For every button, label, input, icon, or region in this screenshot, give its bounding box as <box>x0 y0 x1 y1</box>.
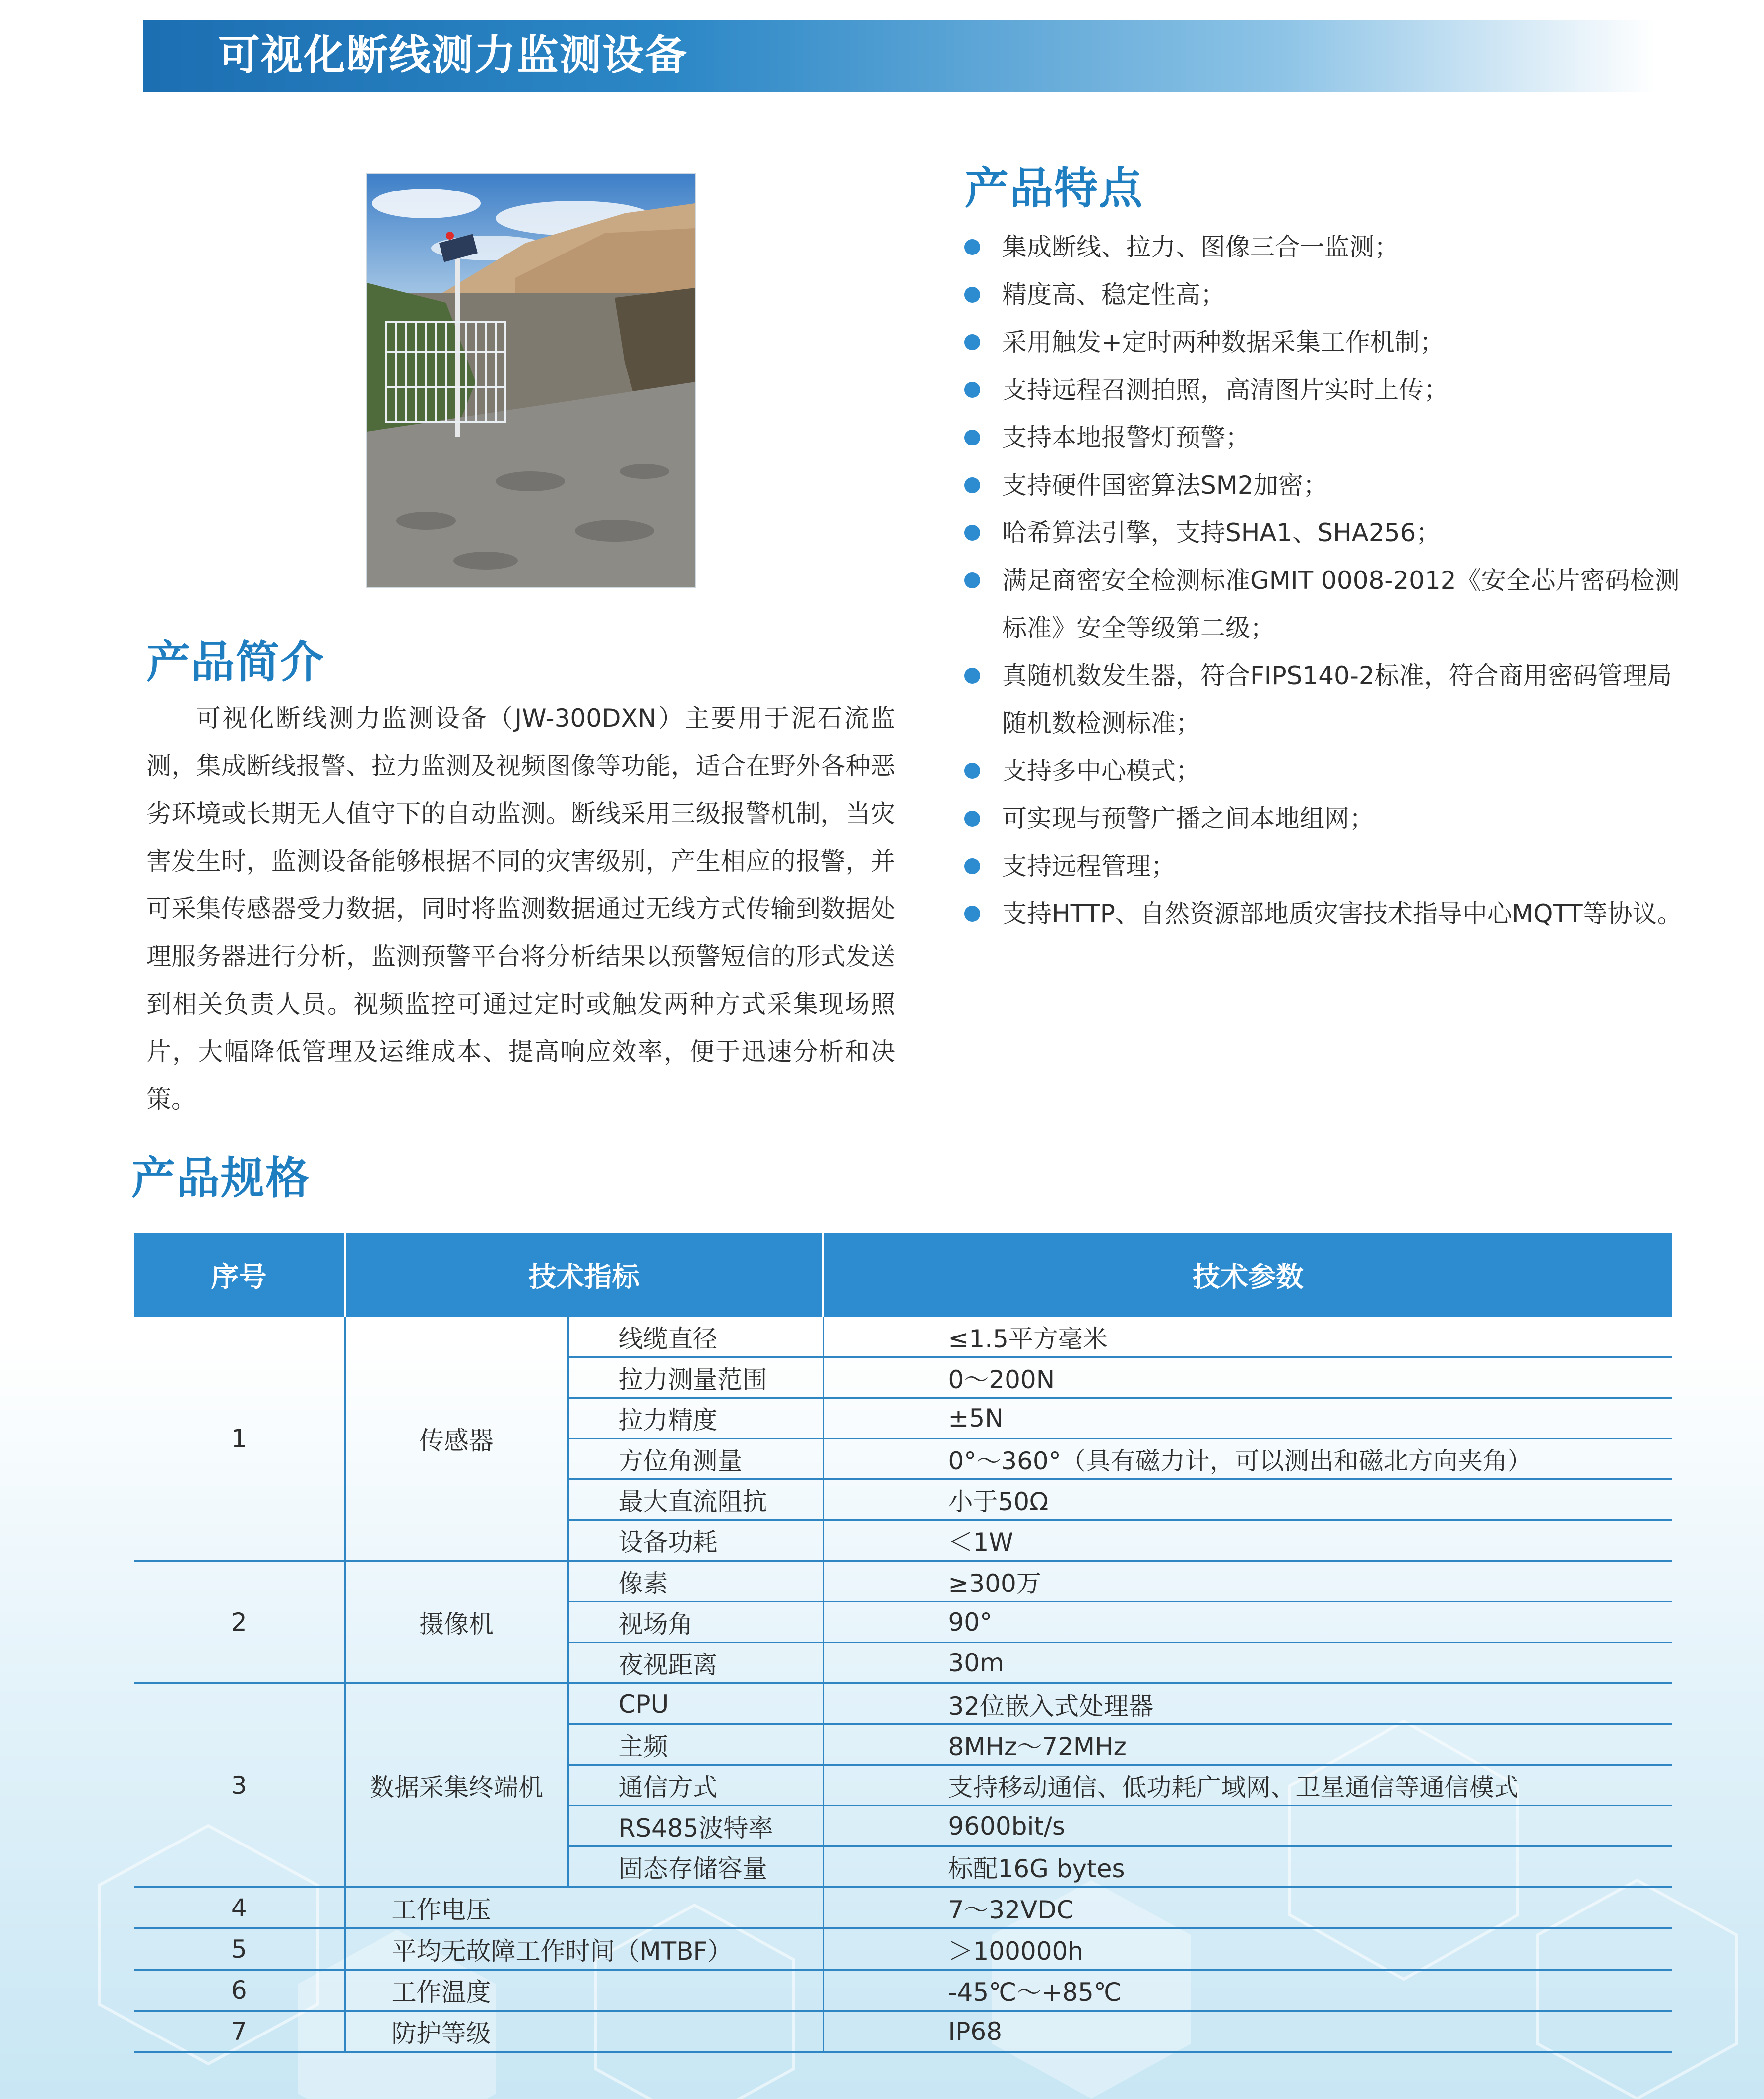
spec-value: ±5N <box>823 1398 1672 1439</box>
intro-heading: 产品简介 <box>146 636 325 688</box>
group-name: 摄像机 <box>345 1561 568 1683</box>
bullet-dot-icon <box>964 239 980 255</box>
spec-item: 主频 <box>568 1724 823 1765</box>
spec-value: 32位嵌入式处理器 <box>823 1683 1672 1724</box>
table-row <box>134 1683 1672 1724</box>
bullet-dot-icon <box>964 287 980 303</box>
row-number: 5 <box>134 1928 345 1970</box>
product-photo <box>366 173 696 588</box>
feature-item: 支持远程召测拍照，高清图片实时上传； <box>962 366 1697 414</box>
bullet-dot-icon <box>964 382 980 398</box>
feature-item: 真随机数发生器，符合FIPS140-2标准，符合商用密码管理局随机数检测标准； <box>962 652 1697 747</box>
feature-item: 满足商密安全检测标准GMIT 0008-2012《安全芯片密码检测标准》安全等级第二级； <box>962 557 1697 652</box>
spec-value: IP68 <box>823 2011 1672 2052</box>
spec-item: 视场角 <box>568 1602 823 1643</box>
spec-item: 通信方式 <box>568 1765 823 1806</box>
group-name: 数据采集终端机 <box>345 1683 568 1887</box>
spec-item: 工作电压 <box>345 1887 823 1928</box>
row-number: 3 <box>134 1683 345 1887</box>
feature-item: 支持本地报警灯预警； <box>962 414 1697 461</box>
page-title: 可视化断线测力监测设备 <box>218 31 688 79</box>
spec-value: ＞100000h <box>823 1928 1672 1970</box>
feature-item: 哈希算法引擎，支持SHA1、SHA256； <box>962 509 1697 557</box>
table-row <box>134 1928 1672 1970</box>
table-row <box>134 1561 1672 1602</box>
row-number: 2 <box>134 1561 345 1683</box>
spec-value: -45℃～+85℃ <box>823 1970 1672 2011</box>
features-list <box>962 223 1697 938</box>
feature-item: 集成断线、拉力、图像三合一监测； <box>962 223 1697 271</box>
bullet-dot-icon <box>964 858 980 874</box>
table-row <box>134 1317 1672 1357</box>
bullet-dot-icon <box>964 811 980 827</box>
spec-item: 平均无故障工作时间（MTBF） <box>345 1928 823 1970</box>
column-header-value: 技术参数 <box>823 1233 1672 1317</box>
row-number: 4 <box>134 1887 345 1928</box>
intro-paragraph: 可视化断线测力监测设备（JW-300DXN）主要用于泥石流监测，集成断线报警、拉力监测及视频图像等功能，适合在野外各种恶劣环境或长期无人值守下的自动监测。断线采用三级报警机制，当灾害发生时，监测设备能够根据不同的灾害级别，产生相应的报警，并可采集传感器受力数据，同时将监测数据通过无线方式传输到数据处理服务器进行分析，监测预警平台将分析结果以预警短信的形式发送到相关负责人员。视频监控可通过定时或触发两种方式采集现场照片，大幅降低管理及运维成本、提高响应效率，便于迅速分析和决策。 <box>146 704 895 1114</box>
spec-item: 防护等级 <box>345 2011 823 2052</box>
bullet-dot-icon <box>964 906 980 922</box>
spec-value: 7～32VDC <box>823 1887 1672 1928</box>
spec-value: 小于50Ω <box>823 1479 1672 1520</box>
bullet-dot-icon <box>964 477 980 493</box>
spec-item: 拉力精度 <box>568 1398 823 1439</box>
spec-value: 9600bit/s <box>823 1806 1672 1846</box>
bullet-dot-icon <box>964 763 980 779</box>
table-header-row <box>134 1233 1672 1317</box>
specs-heading: 产品规格 <box>131 1152 311 1204</box>
row-number: 6 <box>134 1970 345 2011</box>
feature-item: 支持HTTP、自然资源部地质灾害技术指导中心MQTT等协议。 <box>962 890 1697 938</box>
spec-item: 最大直流阻抗 <box>568 1479 823 1520</box>
column-header-item: 技术指标 <box>345 1233 823 1317</box>
bullet-dot-icon <box>964 572 980 588</box>
spec-item: CPU <box>568 1683 823 1724</box>
spec-item: 方位角测量 <box>568 1439 823 1479</box>
feature-item: 支持硬件国密算法SM2加密； <box>962 461 1697 509</box>
spec-value: ≤1.5平方毫米 <box>823 1317 1672 1357</box>
table-row <box>134 1887 1672 1928</box>
spec-item: 设备功耗 <box>568 1520 823 1561</box>
spec-value: ≥300万 <box>823 1561 1672 1602</box>
bullet-dot-icon <box>964 430 980 445</box>
spec-value: 30m <box>823 1643 1672 1684</box>
bullet-dot-icon <box>964 525 980 541</box>
spec-item: RS485波特率 <box>568 1806 823 1846</box>
table-row <box>134 2011 1672 2052</box>
bullet-dot-icon <box>964 334 980 350</box>
spec-item: 工作温度 <box>345 1970 823 2011</box>
feature-item: 可实现与预警广播之间本地组网； <box>962 795 1697 842</box>
feature-item: 采用触发+定时两种数据采集工作机制； <box>962 318 1697 366</box>
column-header-no: 序号 <box>134 1233 345 1317</box>
spec-item: 像素 <box>568 1561 823 1602</box>
feature-item: 精度高、稳定性高； <box>962 271 1697 318</box>
spec-value: ＜1W <box>823 1520 1672 1561</box>
group-name: 传感器 <box>345 1317 568 1561</box>
spec-value: 0～200N <box>823 1357 1672 1398</box>
spec-value: 标配16G bytes <box>823 1846 1672 1888</box>
spec-item: 拉力测量范围 <box>568 1357 823 1398</box>
spec-value: 8MHz～72MHz <box>823 1724 1672 1765</box>
spec-item: 固态存储容量 <box>568 1846 823 1888</box>
spec-item: 线缆直径 <box>568 1317 823 1357</box>
bullet-dot-icon <box>964 668 980 684</box>
spec-value: 支持移动通信、低功耗广域网、卫星通信等通信模式 <box>823 1765 1672 1806</box>
spec-value: 90° <box>823 1602 1672 1643</box>
table-row <box>134 1970 1672 2011</box>
spec-value: 0°～360°（具有磁力计，可以测出和磁北方向夹角） <box>823 1439 1672 1479</box>
spec-item: 夜视距离 <box>568 1643 823 1684</box>
row-number: 1 <box>134 1317 345 1561</box>
feature-item: 支持多中心模式； <box>962 747 1697 795</box>
features-heading: 产品特点 <box>965 163 1144 214</box>
row-number: 7 <box>134 2011 345 2052</box>
specs-table <box>134 1233 1672 2053</box>
feature-item: 支持远程管理； <box>962 842 1697 890</box>
